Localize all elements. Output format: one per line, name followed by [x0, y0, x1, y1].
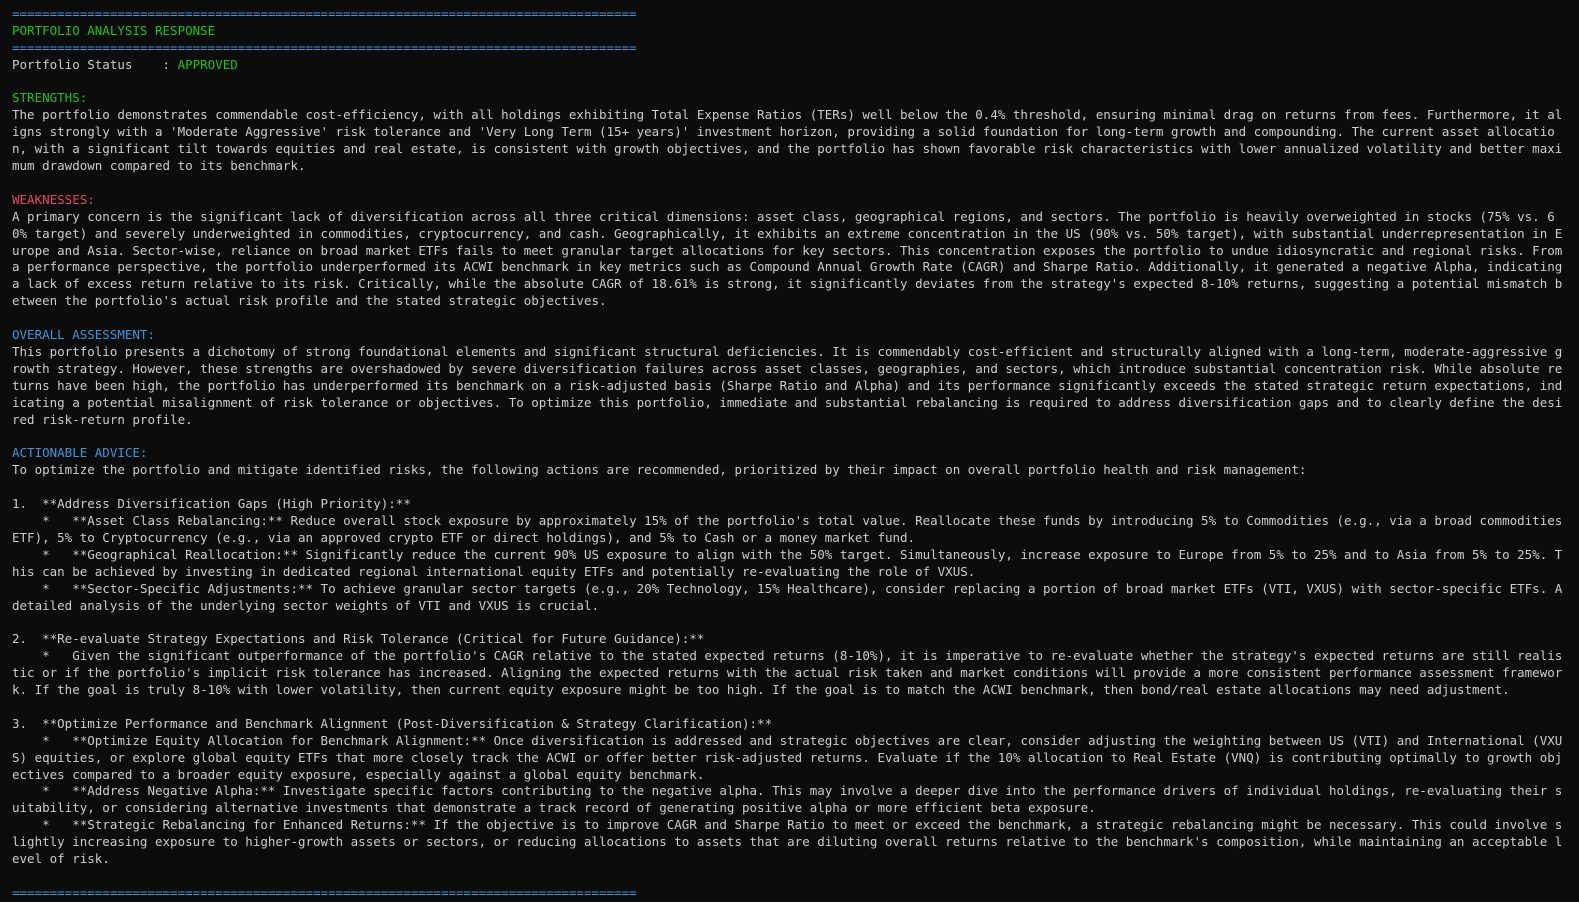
- blank-line: [12, 310, 1567, 327]
- blank-line: [12, 479, 1567, 496]
- status-label: Portfolio Status :: [12, 56, 178, 72]
- overall-assessment-text: This portfolio presents a dichotomy of strong foundational elements and significant structural deficiencies. It is commendably cost-efficient and structurally aligned with a long-term, moderate-aggressive growth strategy. However, these strengths are overshadowed by severe diversification failures across asset classes, geographies, and sectors, which introduce substantial concentration risk. While absolute returns have been high, the portfolio has underperformed its benchmark on a risk-adjusted basis (Sharpe Ratio and Alpha) and its performance significantly exceeds the stated strategic return expectations, indicating a potential misalignment of risk tolerance or objectives. To optimize this portfolio, immediate and substantial rebalancing is required to address diversification gaps and to clearly define the desired risk-return profile.: [12, 343, 1563, 427]
- blank-line: [12, 614, 1567, 631]
- advice-item-1-bullet: * **Sector-Specific Adjustments:** To achieve granular sector targets (e.g., 20% Technology, 15% Healthcare), consider replacing a portion of broad market ETFs (VTI, VXUS) with sector-specific ETFs. A detailed analysis of the underlying sector weights of VTI and VXUS is crucial.: [12, 580, 1570, 613]
- advice-item-1-bullet: * **Asset Class Rebalancing:** Reduce overall stock exposure by approximately 15% of the portfolio's total value. Reallocate these funds by introducing 5% to Commodities (e.g., via a broad commodities ETF), 5% to Cryptocurrency (e.g., via an approved crypto ETF or direct holdings), and 5% to Cash or a money market fund.: [12, 512, 1570, 545]
- report-title: PORTFOLIO ANALYSIS RESPONSE: [12, 22, 216, 38]
- blank-line: [12, 74, 1567, 91]
- advice-item-3-heading: 3. **Optimize Performance and Benchmark Alignment (Post-Diversification & Strategy Clarification):**: [12, 715, 773, 731]
- blank-line: [12, 175, 1567, 192]
- advice-item-2-heading: 2. **Re-evaluate Strategy Expectations and Risk Tolerance (Critical for Future Guidance):**: [12, 631, 705, 647]
- advice-item-1-heading: 1. **Address Diversification Gaps (High Priority):**: [12, 496, 411, 512]
- actionable-advice-heading: ACTIONABLE ADVICE:: [12, 445, 148, 461]
- advice-item-3-bullet: * **Address Negative Alpha:** Investigate specific factors contributing to the negative alpha. This may involve a deeper dive into the performance drivers of individual holdings, re-evaluating their suitability, or considering alternative investments that demonstrate a track record of generating positive alpha or more efficient beta exposure.: [12, 783, 1563, 816]
- overall-assessment-heading: OVERALL ASSESSMENT:: [12, 327, 155, 343]
- weaknesses-text: A primary concern is the significant lack of diversification across all three critical dimensions: asset class, geographical regions, and sectors. The portfolio is heavily overweighted in stocks (75% vs. 60% target) and severely underweighted in commodities, cryptocurrency, and cash. Geographically, it exhibits an extreme concentration in the US (90% vs. 50% target), with substantial underrepresentation in Europe and Asia. Sector-wise, reliance on broad market ETFs fails to meet granular target allocations for key sectors. This concentration exposes the portfolio to undue idiosyncratic and regional risks. From a performance perspective, the portfolio underperformed its ACWI benchmark in key metrics such as Compound Annual Growth Rate (CAGR) and Sharpe Ratio. Additionally, it generated a negative Alpha, indicating a lack of excess return relative to its risk. Critically, while the absolute CAGR of 18.61% is strong, it significantly deviates from the strategy's expected 8-10% returns, suggesting a potential mismatch between the portfolio's actual risk profile and the stated strategic objectives.: [12, 208, 1570, 309]
- actionable-advice-intro: To optimize the portfolio and mitigate identified risks, the following actions are recommended, prioritized by their impact on overall portfolio health and risk management:: [12, 462, 1307, 478]
- strengths-heading: STRENGTHS:: [12, 90, 88, 106]
- blank-line: [12, 699, 1567, 716]
- status-line: [12, 57, 1567, 74]
- advice-item-1-bullet: * **Geographical Reallocation:** Significantly reduce the current 90% US exposure to align with the 50% target. Simultaneously, increase exposure to Europe from 5% to 25% and to Asia from 5% to 25%. This can be achieved by investing in dedicated regional international equity ETFs and potentially re-evaluating the role of VXUS.: [12, 546, 1563, 579]
- status-value: APPROVED: [177, 56, 238, 72]
- separator-line: ===================================================================================: [12, 884, 637, 900]
- blank-line: [12, 429, 1567, 446]
- strengths-text: The portfolio demonstrates commendable cost-efficiency, with all holdings exhibiting Total Expense Ratios (TERs) well below the 0.4% threshold, ensuring minimal drag on returns from fees. Furthermore, it aligns strongly with a 'Moderate Aggressive' risk tolerance and 'Very Long Term (15+ years)' investment horizon, providing a solid foundation for long-term growth and compounding. The current asset allocation, with a significant tilt towards equities and real estate, is consistent with growth objectives, and the portfolio has shown favorable risk characteristics with lower annualized volatility and better maximum drawdown compared to its benchmark.: [12, 107, 1563, 174]
- advice-item-2-bullet: * Given the significant outperformance of the portfolio's CAGR relative to the stated expected returns (8-10%), it is imperative to re-evaluate whether the strategy's expected returns are still realistic or if the portfolio's implicit risk tolerance has increased. Aligning the expected returns with the actual risk taken and market conditions will provide a more consistent performance assessment framework. If the goal is truly 8-10% with lower volatility, then current equity exposure might be too high. If the goal is to match the ACWI benchmark, then bond/real estate allocations may need adjustment.: [12, 648, 1563, 698]
- advice-item-3-bullet: * **Optimize Equity Allocation for Benchmark Alignment:** Once diversification is addressed and strategic objectives are clear, consider adjusting the weighting between US (VTI) and International (VXUS) equities, or explore global equity ETFs that more closely track the ACWI or offer better risk-adjusted returns. Evaluate if the 10% allocation to Real Estate (VNQ) is contributing optimally to growth objectives compared to a broader equity exposure, especially against a global equity benchmark.: [12, 732, 1563, 782]
- weaknesses-heading: WEAKNESSES:: [12, 191, 95, 207]
- separator-line: ===================================================================================: [12, 39, 637, 55]
- blank-line: [12, 868, 1567, 885]
- separator-line: ===================================================================================: [12, 6, 637, 21]
- advice-item-3-bullet: * **Strategic Rebalancing for Enhanced Returns:** If the objective is to improve CAGR and Sharpe Ratio to meet or exceed the benchmark, a strategic rebalancing might be necessary. This could involve slightly increasing exposure to higher-growth assets or sectors, or reducing allocations to assets that are diluting overall returns relative to the benchmark's composition, while maintaining an acceptable level of risk.: [12, 817, 1563, 867]
